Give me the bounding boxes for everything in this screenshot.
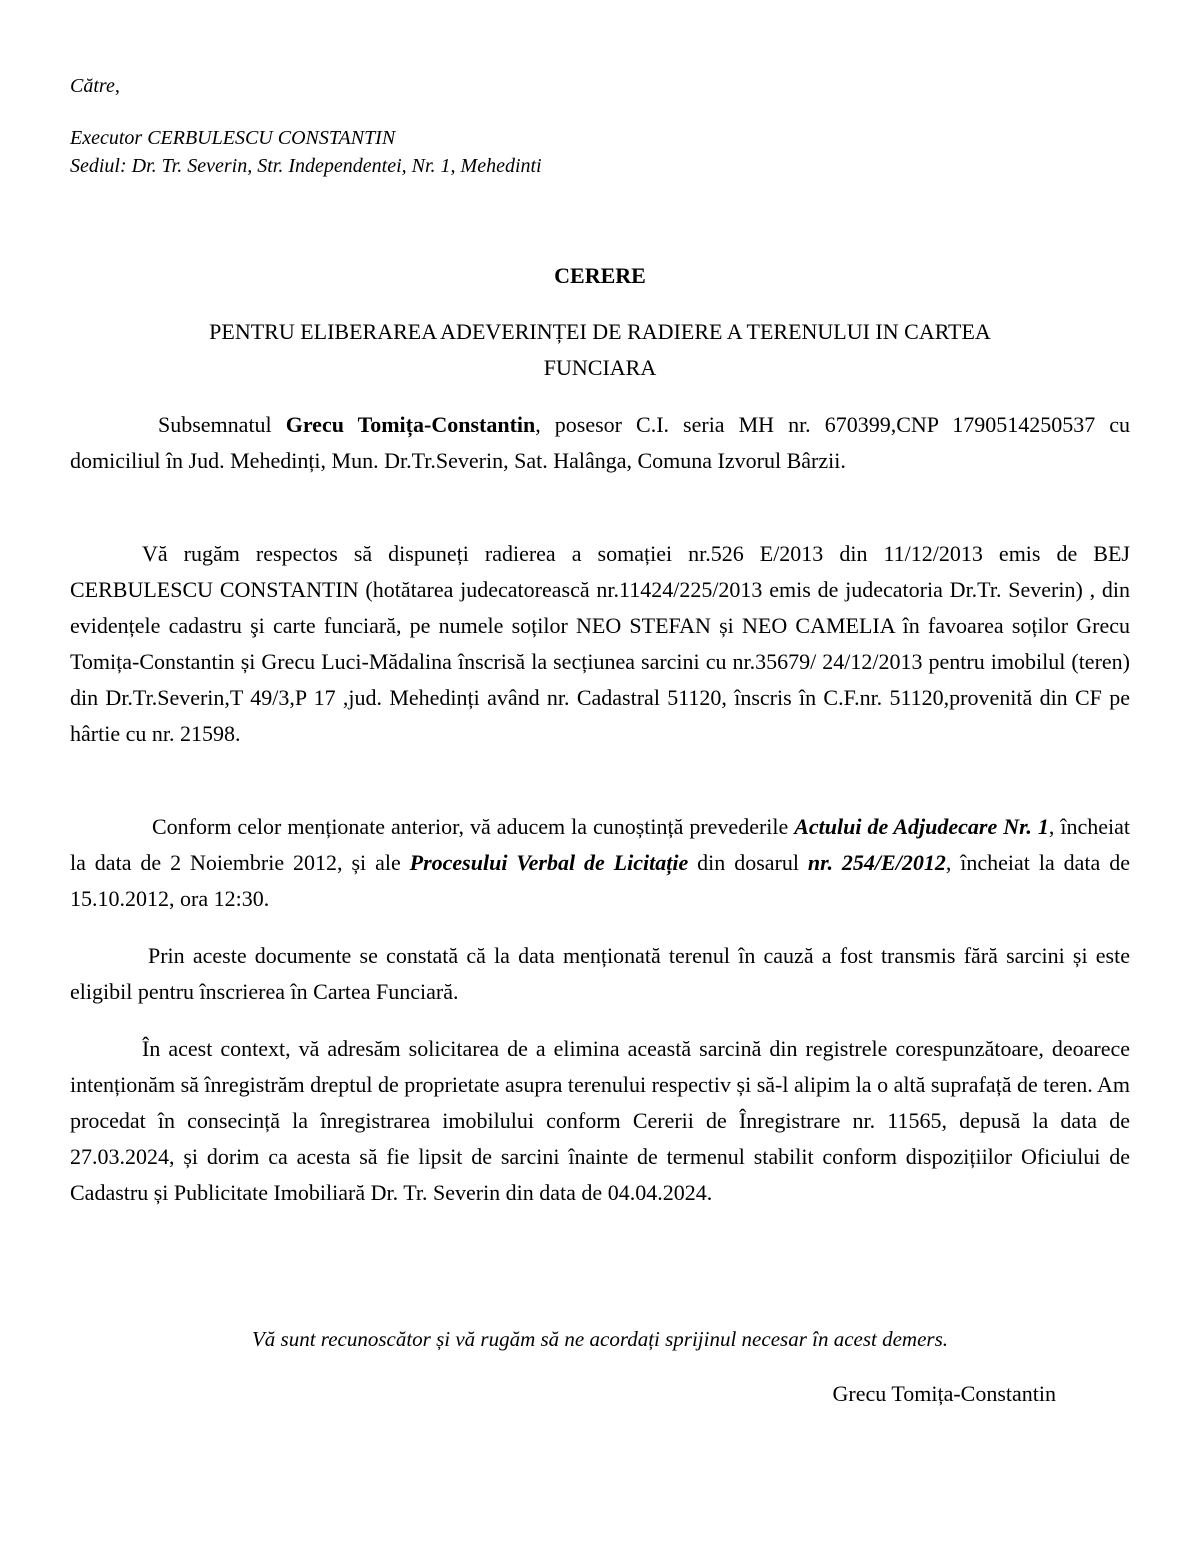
- seat-label: Sediul:: [70, 155, 127, 177]
- documents-text-1: Conform celor menționate anterior, vă aducem la cunoștință prevederile: [152, 814, 795, 839]
- signature-name: Grecu Tomița-Constantin: [832, 1381, 1056, 1406]
- documents-text-4: , încheiat la data de 15.10.2012, ora 12:30.: [70, 850, 1130, 911]
- paragraph-request: Vă rugăm respectos să dispuneți radierea a somației nr.526 E/2013 din 11/12/2013 emis de BEJ CERBULESCU CONSTANTIN (hotătarea judecatorească nr.11424/225/2013 emis de judecatoria Dr.Tr. Severin) , din evidențele cadastru şi carte funciară, pe numele soților NEO STEFAN și NEO CAMELIA în favoarea soților Grecu Tomița-Constantin și Grecu Luci-Mădalina înscrisă la secțiunea sarcini cu nr.35679/ 24/12/2013 pentru imobilul (teren) din Dr.Tr.Severin,T 49/3,P 17 ,jud. Mehedinți având nr. Cadastral 51120, înscris în C.F.nr. 51120,provenită din CF pe hârtie cu nr. 21598.: [70, 541, 1130, 746]
- executor-line: Executor CERBULESCU CONSTANTIN: [70, 127, 396, 149]
- paragraph-documents: [70, 809, 1130, 917]
- document-subtitle: [100, 314, 1100, 386]
- applicant-name: Grecu Tomița-Constantin: [285, 412, 536, 437]
- documents-text-3: din dosarul: [688, 850, 808, 875]
- paragraph-identity: [70, 407, 1130, 479]
- identity-text-2: , posesor C.I. seria MH nr. 670399,CNP 1790514250537 cu domiciliul în Jud. Mehedinți, Mun. Dr.Tr.Severin, Sat. Halânga, Comuna Izvorul Bârzii.: [70, 412, 1130, 473]
- seat-line: [70, 152, 542, 180]
- case-number: nr. 254/E/2012: [807, 850, 946, 875]
- closing-line: Vă sunt recunoscător și vă rugăm să ne acordați sprijinul necesar în acest demers.: [251, 1327, 949, 1351]
- identity-text-1: Subsemnatul: [158, 412, 286, 437]
- adjudication-act: Actului de Adjudecare Nr. 1: [794, 814, 1049, 839]
- auction-report: Procesului Verbal de Licitație: [409, 850, 689, 875]
- paragraph-context: În acest context, vă adresăm solicitarea de a elimina această sarcină din registrele corespunzătoare, deoarece intenționăm să înregistrăm dreptul de proprietate asupra terenului respectiv și să-l alipim la o altă suprafață de teren. Am procedat în consecință la înregistrarea imobilului conform Cererii de Înregistrare nr. 11565, depusă la data de 27.03.2024, și dorim ca acesta să fie lipsit de sarcini înainte de termenul stabilit conform dispozițiilor Oficiului de Cadastru și Publicitate Imobiliară Dr. Tr. Severin din data de 04.04.2024.: [70, 1036, 1130, 1205]
- salutation: Către,: [70, 75, 120, 97]
- subtitle-line-2: FUNCIARA: [543, 355, 657, 380]
- paragraph-finding: Prin aceste documente se constată că la data menționată terenul în cauză a fost transmis fără sarcini și este eligibil pentru înscrierea în Cartea Funciară.: [70, 943, 1130, 1004]
- documents-text-2: , încheiat la data de 2 Noiembrie 2012, și ale: [70, 814, 1130, 875]
- seat-value: Dr. Tr. Severin, Str. Independentei, Nr. 1, Mehedinti: [126, 155, 542, 177]
- subtitle-line-1: PENTRU ELIBERAREA ADEVERINȚEI DE RADIERE A TERENULUI IN CARTEA: [209, 319, 991, 344]
- document-title: CERERE: [554, 263, 646, 288]
